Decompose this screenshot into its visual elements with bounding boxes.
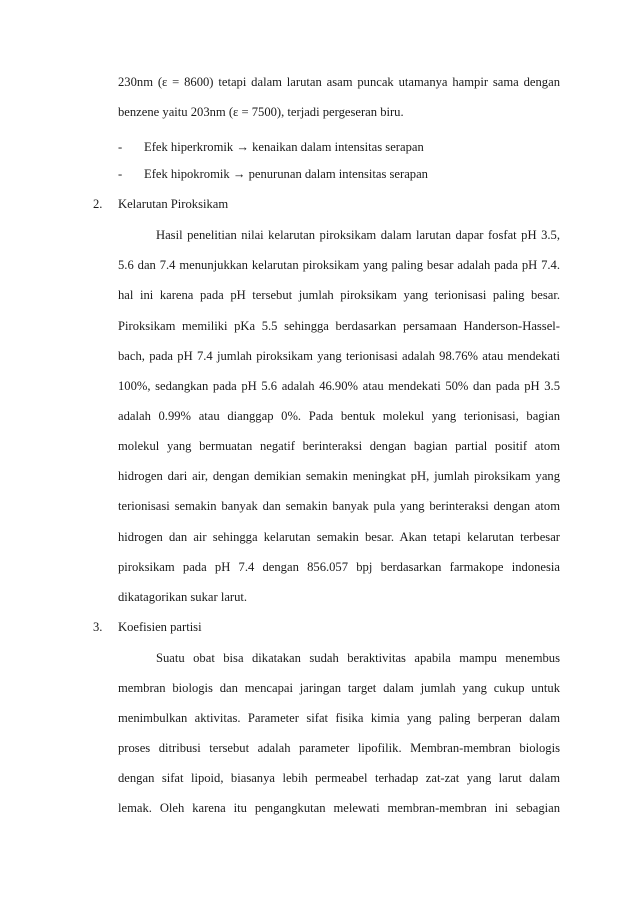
section-number: 2. [93,197,103,211]
paragraph-line: molekul yang bermuatan negatif berinteraksi dengan bagian partial positif atom [118,439,560,453]
paragraph-line: Piroksikam memiliki pKa 5.5 sehingga berdasarkan persamaan Handerson-Hassel- [118,319,560,333]
paragraph-line: Hasil penelitian nilai kelarutan piroksikam dalam larutan dapar fosfat pH 3.5, [156,228,560,242]
paragraph-line: hidrogen dari air, dengan demikian semakin meningkat pH, jumlah piroksikam yang [118,469,560,483]
section-heading: Koefisien partisi [118,620,202,634]
paragraph-line: membran biologis dan mencapai jaringan target dalam jumlah yang cukup untuk [118,681,560,695]
bullet-marker: - [118,140,123,154]
paragraph-line: bach, pada pH 7.4 jumlah piroksikam yang terionisasi adalah 98.76% atau mendekati [118,349,560,363]
paragraph-line: menimbulkan aktivitas. Parameter sifat fisika kimia yang paling berperan dalam [118,711,560,725]
paragraph-line: adalah 0.99% atau dianggap 0%. Pada bentuk molekul yang terionisasi, bagian [118,409,560,423]
paragraph-line: hal ini karena pada pH tersebut jumlah piroksikam yang terionisasi paling besar. [118,288,560,302]
paragraph-line: proses ditribusi tersebut adalah parameter lipofilik. Membran-membran biologis [118,741,560,755]
paragraph-line: terionisasi semakin banyak dan semakin banyak pula yang berinteraksi dengan atom [118,499,560,513]
bullet-marker: - [118,167,123,181]
section-number: 3. [93,620,103,634]
paragraph-line: 100%, sedangkan pada pH 5.6 adalah 46.90% atau mendekati 50% dan pada pH 3.5 [118,379,560,393]
paragraph-line: lemak. Oleh karena itu pengangkutan melewati membran-membran ini sebagian [118,801,560,815]
section-heading: Kelarutan Piroksikam [118,197,229,211]
paragraph-line: hidrogen dan air sehingga kelarutan semakin besar. Akan tetapi kelarutan terbesar [118,530,560,544]
paragraph-line: dikatagorikan sukar larut. [118,590,248,604]
paragraph-line: piroksikam pada pH 7.4 dengan 856.057 bpj berdasarkan farmakope indonesia [118,560,560,574]
paragraph-line: 230nm (ε = 8600) tetapi dalam larutan asam puncak utamanya hampir sama dengan [118,75,560,89]
bullet-text: Efek hipokromik → penurunan dalam intensitas serapan [144,167,428,181]
bullet-text: Efek hiperkromik → kenaikan dalam intensitas serapan [144,140,424,154]
paragraph-line: benzene yaitu 203nm (ε = 7500), terjadi pergeseran biru. [118,105,404,119]
paragraph-line: dengan sifat lipoid, biasanya lebih permeabel terhadap zat-zat yang larut dalam [118,771,560,785]
paragraph-line: 5.6 dan 7.4 menunjukkan kelarutan piroksikam yang paling besar adalah pada pH 7.4. [118,258,560,272]
paragraph-line: Suatu obat bisa dikatakan sudah beraktivitas apabila mampu menembus [156,651,560,665]
